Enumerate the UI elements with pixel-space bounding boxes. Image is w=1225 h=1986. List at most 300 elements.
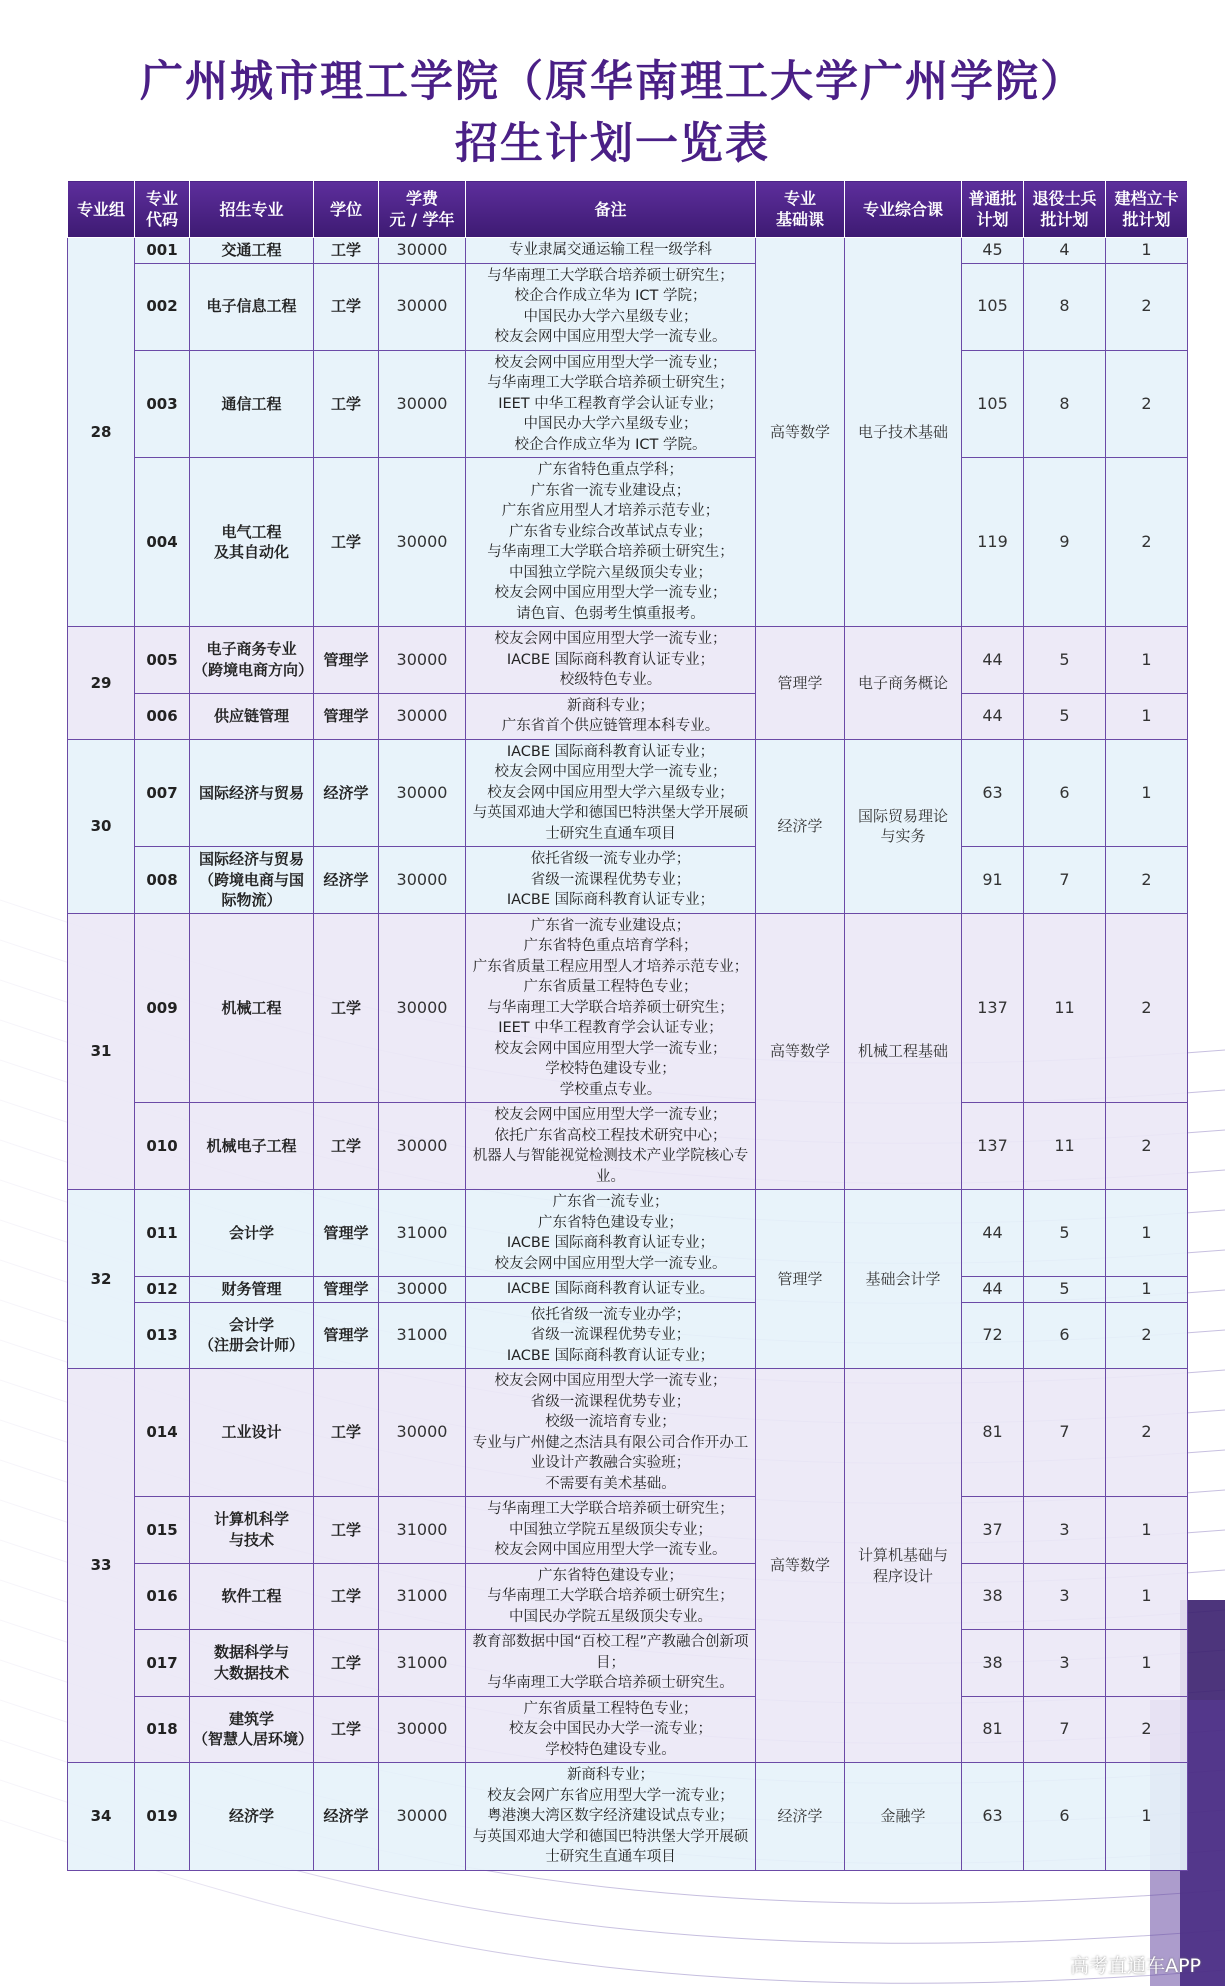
tuition-fee-cell: 31000 bbox=[379, 1563, 466, 1630]
note-line: 校友会网中国应用型大学一流专业； bbox=[494, 1040, 727, 1057]
text-line: （注册会计师） bbox=[198, 1336, 304, 1355]
note-line: 广东省首个供应链管理本科专业。 bbox=[501, 718, 720, 734]
note-cell bbox=[466, 1190, 756, 1277]
filecard-plan-cell: 2 bbox=[1106, 1696, 1188, 1763]
note-line: IACBE 国际商科教育认证专业； bbox=[506, 1347, 715, 1364]
header-general-plan bbox=[962, 181, 1024, 238]
header-text-line: 批计划 bbox=[1122, 210, 1171, 229]
text-line: 与技术 bbox=[228, 1530, 274, 1549]
major-name-cell bbox=[190, 739, 314, 847]
tuition-fee-cell: 30000 bbox=[379, 1696, 466, 1763]
major-code-cell: 018 bbox=[135, 1696, 190, 1763]
basic-course-cell: 高等数学 bbox=[756, 238, 845, 627]
major-name-cell bbox=[190, 263, 314, 350]
comprehensive-course-cell bbox=[845, 1369, 962, 1763]
text-line: 机械工程 bbox=[221, 998, 282, 1017]
general-plan-cell: 37 bbox=[962, 1497, 1024, 1564]
veteran-plan-cell: 9 bbox=[1024, 458, 1106, 627]
major-code-cell: 019 bbox=[135, 1763, 190, 1871]
general-plan-cell: 119 bbox=[962, 458, 1024, 627]
group-number-cell: 32 bbox=[68, 1190, 135, 1369]
major-name-cell bbox=[190, 1103, 314, 1190]
general-plan-cell: 63 bbox=[962, 739, 1024, 847]
note-cell bbox=[466, 1103, 756, 1190]
note-line: 学校特色建设专业； bbox=[545, 1061, 676, 1077]
table-row bbox=[68, 693, 1188, 739]
general-plan-cell: 105 bbox=[962, 350, 1024, 458]
major-code-cell: 012 bbox=[135, 1277, 190, 1303]
header-text-line: 专业 bbox=[783, 189, 816, 208]
degree-cell: 管理学 bbox=[314, 627, 379, 694]
major-name-cell bbox=[190, 693, 314, 739]
table-body bbox=[68, 238, 1188, 1871]
comprehensive-course-cell bbox=[845, 913, 962, 1190]
note-line: 广东省一流专业建设点； bbox=[530, 917, 691, 934]
note-line: 校友会网中国应用型大学一流专业。 bbox=[494, 1542, 727, 1558]
note-line: 广东省一流专业建设点； bbox=[530, 482, 691, 499]
tuition-fee-cell: 30000 bbox=[379, 1277, 466, 1303]
tuition-fee-cell: 30000 bbox=[379, 913, 466, 1103]
filecard-plan-cell: 2 bbox=[1106, 913, 1188, 1103]
major-name-cell bbox=[190, 1630, 314, 1697]
major-code-cell: 007 bbox=[135, 739, 190, 847]
text-line: 供应链管理 bbox=[213, 706, 289, 725]
table-row bbox=[68, 1630, 1188, 1697]
text-line: 电子商务专业 bbox=[206, 640, 297, 659]
general-plan-cell: 63 bbox=[962, 1763, 1024, 1871]
note-line: 广东省特色重点培育学科； bbox=[523, 938, 698, 954]
text-line: 财务管理 bbox=[221, 1280, 282, 1298]
degree-cell: 工学 bbox=[314, 1497, 379, 1564]
note-line: 与华南理工大学联合培养硕士研究生； bbox=[487, 267, 734, 284]
tuition-fee-cell: 30000 bbox=[379, 1763, 466, 1871]
note-cell bbox=[466, 263, 756, 350]
major-name-cell bbox=[190, 627, 314, 694]
general-plan-cell: 44 bbox=[962, 627, 1024, 694]
note-cell bbox=[466, 1630, 756, 1697]
major-code-cell: 013 bbox=[135, 1302, 190, 1369]
degree-cell: 管理学 bbox=[314, 1277, 379, 1303]
header-text-line: 计划 bbox=[976, 210, 1009, 229]
major-name-cell bbox=[190, 1369, 314, 1497]
note-line: IACBE 国际商科教育认证专业； bbox=[506, 743, 715, 760]
degree-cell: 工学 bbox=[314, 350, 379, 458]
major-code-cell: 004 bbox=[135, 458, 190, 627]
filecard-plan-cell: 1 bbox=[1106, 1763, 1188, 1871]
header-text-line: 批计划 bbox=[1040, 210, 1089, 229]
note-cell bbox=[466, 1277, 756, 1303]
degree-cell: 工学 bbox=[314, 913, 379, 1103]
degree-cell: 管理学 bbox=[314, 1190, 379, 1277]
text-line: 会计学 bbox=[228, 1223, 274, 1242]
watermark-text: 高考直通车APP bbox=[1070, 1955, 1201, 1977]
degree-cell: 经济学 bbox=[314, 739, 379, 847]
text-line: 软件工程 bbox=[221, 1587, 282, 1605]
note-cell bbox=[466, 627, 756, 694]
text-line: （跨境电商与国 bbox=[198, 870, 304, 889]
major-name-cell bbox=[190, 847, 314, 914]
degree-cell: 工学 bbox=[314, 458, 379, 627]
filecard-plan-cell: 2 bbox=[1106, 458, 1188, 627]
tuition-fee-cell: 31000 bbox=[379, 1497, 466, 1564]
basic-course-cell: 管理学 bbox=[756, 1190, 845, 1369]
filecard-plan-cell: 2 bbox=[1106, 263, 1188, 350]
group-number-cell: 28 bbox=[68, 238, 135, 627]
group-number-cell: 34 bbox=[68, 1763, 135, 1871]
filecard-plan-cell: 2 bbox=[1106, 1369, 1188, 1497]
note-line: 专业隶属交通运输工程一级学科 bbox=[509, 242, 712, 258]
note-line: 专业与广州健之杰洁具有限公司合作开办工业设计产教融合实验班； bbox=[472, 1434, 749, 1471]
table-row bbox=[68, 1369, 1188, 1497]
note-line: IACBE 国际商科教育认证专业； bbox=[506, 651, 715, 668]
degree-cell: 工学 bbox=[314, 263, 379, 350]
note-line: 依托省级一流专业办学； bbox=[530, 851, 691, 867]
major-code-cell: 010 bbox=[135, 1103, 190, 1190]
note-line: 学校重点专业。 bbox=[559, 1081, 662, 1098]
tuition-fee-cell: 30000 bbox=[379, 238, 466, 264]
degree-cell: 经济学 bbox=[314, 1763, 379, 1871]
degree-cell: 工学 bbox=[314, 1696, 379, 1763]
note-line: 粤港澳大湾区数字经济建设试点专业； bbox=[487, 1808, 734, 1824]
note-line: 依托省级一流专业办学； bbox=[530, 1306, 691, 1323]
major-name-cell bbox=[190, 1277, 314, 1303]
note-line: 校友会网中国应用型大学一流专业； bbox=[494, 764, 727, 780]
note-cell bbox=[466, 739, 756, 847]
veteran-plan-cell: 6 bbox=[1024, 1302, 1106, 1369]
veteran-plan-cell: 3 bbox=[1024, 1497, 1106, 1564]
table-row bbox=[68, 913, 1188, 1103]
table-row bbox=[68, 238, 1188, 264]
table-row bbox=[68, 1103, 1188, 1190]
group-number-cell: 31 bbox=[68, 913, 135, 1190]
basic-course-cell: 高等数学 bbox=[756, 913, 845, 1190]
tuition-fee-cell: 30000 bbox=[379, 458, 466, 627]
table-header-row bbox=[68, 181, 1188, 238]
text-line: 与实务 bbox=[880, 827, 926, 845]
note-line: 中国独立学院六星级顶尖专业； bbox=[509, 564, 712, 581]
tuition-fee-cell: 30000 bbox=[379, 847, 466, 914]
note-line: 与英国邓迪大学和德国巴特洪堡大学开展硕士研究生直通车项目 bbox=[472, 805, 749, 842]
note-line: 校友会网中国应用型大学一流专业； bbox=[494, 631, 727, 647]
note-cell bbox=[466, 913, 756, 1103]
basic-course-cell: 经济学 bbox=[756, 739, 845, 913]
comprehensive-course-cell bbox=[845, 739, 962, 913]
veteran-plan-cell: 7 bbox=[1024, 847, 1106, 914]
text-line: 国际经济与贸易 bbox=[198, 850, 304, 868]
table-row bbox=[68, 458, 1188, 627]
header-text-line: 退役士兵 bbox=[1032, 189, 1097, 208]
general-plan-cell: 105 bbox=[962, 263, 1024, 350]
major-code-cell: 008 bbox=[135, 847, 190, 914]
note-cell bbox=[466, 458, 756, 627]
table-row bbox=[68, 350, 1188, 458]
text-line: 电子商务概论 bbox=[857, 673, 948, 692]
veteran-plan-cell: 5 bbox=[1024, 627, 1106, 694]
note-line: 与华南理工大学联合培养硕士研究生； bbox=[487, 375, 734, 391]
degree-cell: 工学 bbox=[314, 1630, 379, 1697]
comprehensive-course-cell bbox=[845, 238, 962, 627]
filecard-plan-cell: 1 bbox=[1106, 1563, 1188, 1630]
veteran-plan-cell: 7 bbox=[1024, 1696, 1106, 1763]
major-code-cell: 003 bbox=[135, 350, 190, 458]
note-line: 省级一流课程优势专业； bbox=[530, 1327, 691, 1343]
note-cell bbox=[466, 693, 756, 739]
header-filecard-plan bbox=[1106, 181, 1188, 238]
text-line: 国际贸易理论 bbox=[857, 806, 948, 825]
veteran-plan-cell: 11 bbox=[1024, 913, 1106, 1103]
note-cell bbox=[466, 1302, 756, 1369]
major-name-cell bbox=[190, 350, 314, 458]
text-line: 电子信息工程 bbox=[206, 297, 297, 316]
header-text-line: 专业 bbox=[145, 189, 178, 208]
general-plan-cell: 137 bbox=[962, 1103, 1024, 1190]
general-plan-cell: 137 bbox=[962, 913, 1024, 1103]
comprehensive-course-cell bbox=[845, 1190, 962, 1369]
note-line: 中国民办大学六星级专业； bbox=[523, 308, 698, 325]
filecard-plan-cell: 1 bbox=[1106, 1630, 1188, 1697]
header-basic-course bbox=[756, 181, 845, 238]
major-code-cell: 002 bbox=[135, 263, 190, 350]
major-name-cell bbox=[190, 913, 314, 1103]
major-code-cell: 015 bbox=[135, 1497, 190, 1564]
general-plan-cell: 91 bbox=[962, 847, 1024, 914]
text-line: 际物流） bbox=[221, 891, 282, 909]
tuition-fee-cell: 31000 bbox=[379, 1190, 466, 1277]
note-line: 校友会网中国应用型大学一流专业； bbox=[494, 354, 727, 371]
veteran-plan-cell: 5 bbox=[1024, 1190, 1106, 1277]
note-line: IACBE 国际商科教育认证专业； bbox=[506, 1235, 715, 1251]
text-line: 电子技术基础 bbox=[857, 422, 948, 441]
general-plan-cell: 81 bbox=[962, 1696, 1024, 1763]
group-number-cell: 30 bbox=[68, 739, 135, 913]
note-line: 广东省专业综合改革试点专业； bbox=[509, 523, 712, 540]
note-line: IEET 中华工程教育学会认证专业； bbox=[498, 395, 723, 412]
note-line: 与华南理工大学联合培养硕士研究生； bbox=[487, 1588, 734, 1604]
note-line: 中国民办学院五星级顶尖专业。 bbox=[509, 1608, 712, 1625]
veteran-plan-cell: 8 bbox=[1024, 263, 1106, 350]
note-line: 广东省质量工程特色专业； bbox=[523, 979, 698, 995]
general-plan-cell: 45 bbox=[962, 238, 1024, 264]
major-code-cell: 017 bbox=[135, 1630, 190, 1697]
note-line: 广东省一流专业； bbox=[552, 1194, 669, 1210]
text-line: 大数据技术 bbox=[213, 1663, 289, 1682]
filecard-plan-cell: 2 bbox=[1106, 847, 1188, 914]
text-line: 经济学 bbox=[228, 1807, 274, 1825]
table-row bbox=[68, 627, 1188, 694]
note-line: 机器人与智能视觉检测技术产业学院核心专业。 bbox=[472, 1148, 749, 1185]
note-line: 校友会网中国应用型大学一流专业； bbox=[494, 1373, 727, 1389]
major-code-cell: 011 bbox=[135, 1190, 190, 1277]
text-line: 工业设计 bbox=[221, 1423, 282, 1442]
general-plan-cell: 38 bbox=[962, 1630, 1024, 1697]
general-plan-cell: 44 bbox=[962, 693, 1024, 739]
major-name-cell bbox=[190, 1302, 314, 1369]
tuition-fee-cell: 30000 bbox=[379, 350, 466, 458]
text-line: 及其自动化 bbox=[213, 543, 289, 561]
tuition-fee-cell: 30000 bbox=[379, 263, 466, 350]
tuition-fee-cell: 30000 bbox=[379, 693, 466, 739]
note-cell bbox=[466, 847, 756, 914]
note-line: 校友会网中国应用型大学一流专业。 bbox=[494, 1255, 727, 1272]
note-line: 省级一流课程优势专业； bbox=[530, 1393, 691, 1410]
major-name-cell bbox=[190, 1763, 314, 1871]
basic-course-cell: 高等数学 bbox=[756, 1369, 845, 1763]
comprehensive-course-cell bbox=[845, 1763, 962, 1871]
note-cell bbox=[466, 1696, 756, 1763]
table-row bbox=[68, 1763, 1188, 1871]
degree-cell: 管理学 bbox=[314, 693, 379, 739]
major-name-cell bbox=[190, 1190, 314, 1277]
tuition-fee-cell: 30000 bbox=[379, 739, 466, 847]
note-line: 校级特色专业。 bbox=[559, 672, 662, 688]
general-plan-cell: 38 bbox=[962, 1563, 1024, 1630]
degree-cell: 管理学 bbox=[314, 1302, 379, 1369]
filecard-plan-cell: 1 bbox=[1106, 627, 1188, 694]
filecard-plan-cell: 2 bbox=[1106, 1302, 1188, 1369]
comprehensive-course-cell bbox=[845, 627, 962, 740]
note-line: 与华南理工大学联合培养硕士研究生； bbox=[487, 1501, 734, 1517]
text-line: 会计学 bbox=[228, 1315, 274, 1334]
note-line: 广东省应用型人才培养示范专业； bbox=[501, 503, 720, 519]
note-line: 新商科专业； bbox=[567, 1767, 654, 1783]
table-row bbox=[68, 1563, 1188, 1630]
group-number-cell: 29 bbox=[68, 627, 135, 740]
note-line: 与英国邓迪大学和德国巴特洪堡大学开展硕士研究生直通车项目 bbox=[472, 1828, 749, 1865]
major-code-cell: 006 bbox=[135, 693, 190, 739]
veteran-plan-cell: 3 bbox=[1024, 1563, 1106, 1630]
major-code-cell: 001 bbox=[135, 238, 190, 264]
text-line: 计算机基础与 bbox=[857, 1546, 948, 1564]
header-text-line: 元 / 学年 bbox=[389, 210, 455, 229]
veteran-plan-cell: 3 bbox=[1024, 1630, 1106, 1697]
header-code bbox=[135, 181, 190, 238]
header-text-line: 建档立卡 bbox=[1114, 189, 1179, 208]
note-line: 新商科专业； bbox=[567, 697, 654, 714]
text-line: 电气工程 bbox=[221, 522, 282, 541]
text-line: 数据科学与 bbox=[213, 1643, 289, 1662]
page-title: 广州城市理工学院（原华南理工大学广州学院） bbox=[140, 57, 1085, 107]
header-degree: 学位 bbox=[314, 181, 379, 238]
filecard-plan-cell: 2 bbox=[1106, 1103, 1188, 1190]
note-line: 教育部数据中国“百校工程”产教融合创新项目； bbox=[472, 1634, 749, 1671]
note-line: 学校特色建设专业。 bbox=[545, 1741, 676, 1758]
filecard-plan-cell: 1 bbox=[1106, 1190, 1188, 1277]
tuition-fee-cell: 31000 bbox=[379, 1302, 466, 1369]
veteran-plan-cell: 4 bbox=[1024, 238, 1106, 264]
tuition-fee-cell: 30000 bbox=[379, 627, 466, 694]
note-line: 中国民办大学六星级专业； bbox=[523, 416, 698, 432]
filecard-plan-cell: 1 bbox=[1106, 739, 1188, 847]
note-line: 广东省特色建设专业； bbox=[538, 1567, 683, 1584]
filecard-plan-cell: 1 bbox=[1106, 238, 1188, 264]
degree-cell: 工学 bbox=[314, 1369, 379, 1497]
note-line: 广东省质量工程特色专业； bbox=[523, 1700, 698, 1717]
text-line: 基础会计学 bbox=[865, 1269, 941, 1288]
veteran-plan-cell: 5 bbox=[1024, 693, 1106, 739]
degree-cell: 经济学 bbox=[314, 847, 379, 914]
note-line: 广东省特色重点学科； bbox=[538, 462, 683, 478]
filecard-plan-cell: 1 bbox=[1106, 1497, 1188, 1564]
filecard-plan-cell: 2 bbox=[1106, 350, 1188, 458]
major-name-cell bbox=[190, 1696, 314, 1763]
note-line: 广东省特色建设专业； bbox=[538, 1214, 683, 1231]
text-line: 国际经济与贸易 bbox=[198, 783, 304, 802]
general-plan-cell: 44 bbox=[962, 1277, 1024, 1303]
text-line: （跨境电商方向） bbox=[193, 660, 314, 679]
header-text-line: 代码 bbox=[145, 210, 178, 229]
page-subtitle: 招生计划一览表 bbox=[455, 119, 770, 169]
tuition-fee-cell: 30000 bbox=[379, 1103, 466, 1190]
veteran-plan-cell: 5 bbox=[1024, 1277, 1106, 1303]
text-line: 金融学 bbox=[880, 1807, 926, 1825]
major-code-cell: 005 bbox=[135, 627, 190, 694]
note-line: 与华南理工大学联合培养硕士研究生。 bbox=[487, 1675, 734, 1691]
header-major: 招生专业 bbox=[190, 181, 314, 238]
table-row bbox=[68, 1277, 1188, 1303]
degree-cell: 工学 bbox=[314, 238, 379, 264]
table-row bbox=[68, 263, 1188, 350]
note-cell bbox=[466, 1369, 756, 1497]
veteran-plan-cell: 6 bbox=[1024, 1763, 1106, 1871]
header-veteran-plan bbox=[1024, 181, 1106, 238]
veteran-plan-cell: 8 bbox=[1024, 350, 1106, 458]
note-line: 中国独立学院五星级顶尖专业； bbox=[509, 1521, 712, 1538]
header-text-line: 普通批 bbox=[968, 189, 1017, 208]
general-plan-cell: 44 bbox=[962, 1190, 1024, 1277]
note-line: 请色盲、色弱考生慎重报考。 bbox=[516, 605, 705, 622]
major-code-cell: 009 bbox=[135, 913, 190, 1103]
note-line: 校企合作成立华为 ICT 学院； bbox=[514, 288, 707, 304]
major-name-cell bbox=[190, 1497, 314, 1564]
tuition-fee-cell: 30000 bbox=[379, 1369, 466, 1497]
note-line: IACBE 国际商科教育认证专业； bbox=[506, 892, 715, 908]
text-line: 机械电子工程 bbox=[206, 1136, 297, 1155]
note-line: 校友会网中国应用型大学一流专业； bbox=[494, 1107, 727, 1123]
basic-course-cell: 经济学 bbox=[756, 1763, 845, 1871]
degree-cell: 工学 bbox=[314, 1563, 379, 1630]
header-group: 专业组 bbox=[68, 181, 135, 238]
text-line: 交通工程 bbox=[221, 241, 282, 259]
veteran-plan-cell: 7 bbox=[1024, 1369, 1106, 1497]
enrollment-plan-table bbox=[67, 180, 1188, 1871]
table-row bbox=[68, 1696, 1188, 1763]
note-line: 广东省质量工程应用型人才培养示范专业； bbox=[472, 958, 749, 975]
text-line: （智慧人居环境） bbox=[193, 1730, 314, 1749]
tuition-fee-cell: 31000 bbox=[379, 1630, 466, 1697]
general-plan-cell: 81 bbox=[962, 1369, 1024, 1497]
note-line: 校友会中国民办大学一流专业； bbox=[509, 1721, 712, 1737]
major-name-cell bbox=[190, 458, 314, 627]
filecard-plan-cell: 1 bbox=[1106, 1277, 1188, 1303]
note-cell bbox=[466, 1497, 756, 1564]
table-row bbox=[68, 739, 1188, 847]
table-row bbox=[68, 847, 1188, 914]
veteran-plan-cell: 11 bbox=[1024, 1103, 1106, 1190]
text-line: 建筑学 bbox=[228, 1709, 274, 1728]
filecard-plan-cell: 1 bbox=[1106, 693, 1188, 739]
text-line: 通信工程 bbox=[221, 394, 282, 413]
text-line: 机械工程基础 bbox=[857, 1042, 948, 1060]
text-line: 程序设计 bbox=[872, 1566, 933, 1585]
note-line: 校友会网中国应用型大学一流专业； bbox=[494, 585, 727, 601]
note-line: 与华南理工大学联合培养硕士研究生； bbox=[487, 544, 734, 560]
note-line: IACBE 国际商科教育认证专业。 bbox=[506, 1281, 715, 1297]
basic-course-cell: 管理学 bbox=[756, 627, 845, 740]
note-line: 校友会网中国应用型大学一流专业。 bbox=[494, 329, 727, 345]
note-line: 校级一流培育专业； bbox=[545, 1414, 676, 1430]
note-line: IEET 中华工程教育学会认证专业； bbox=[498, 1020, 723, 1036]
note-line: 省级一流课程优势专业； bbox=[530, 871, 691, 888]
